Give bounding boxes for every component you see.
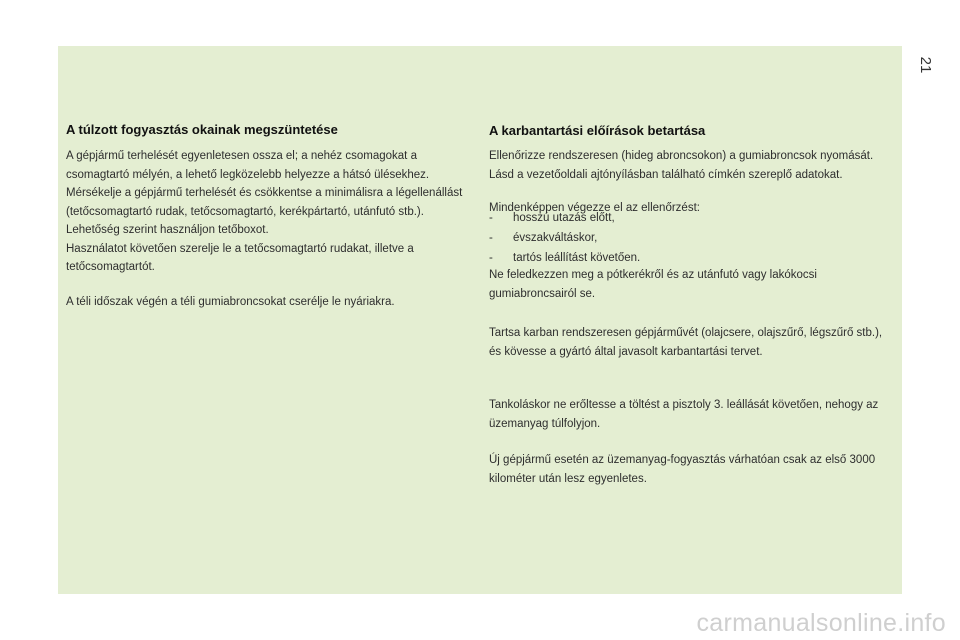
list-item: - tartós leállítást követően.: [489, 249, 894, 269]
right-section-title: A karbantartási előírások betartása: [489, 123, 706, 138]
left-paragraph-load: A gépjármű terhelését egyenletesen ossza el; a nehéz csomagokat a csomagtartó mélyén, a lehető legközelebb helyezze a hátsó ülésekhez. Mérsékelje a gépjármű terhelését és csökkentse a minimálisra a légellenállást (tetőcsomagtartó rudak, tetőcsomagtartó, kerékpártartó, utánfutó stb.). Lehetőség szerint használjon tetőboxot. Használatot követően szerelje le a tetőcsomagtartó rudakat, illetve a tetőcsomagtartót.: [66, 150, 463, 273]
right-paragraph-spare-wheel: Ne feledkezzen meg a pótkerékről és az utánfutó vagy lakókocsi gumiabroncsairól se.: [489, 269, 817, 300]
page-number: 21: [917, 56, 934, 74]
right-paragraph-tyre-pressure: Ellenőrizze rendszeresen (hideg abroncsokon) a gumiabroncsok nyomását. Lásd a vezetőoldali ajtónyílásban található címkén szereplő adatokat.: [489, 150, 874, 181]
right-paragraph-refuelling: Tankoláskor ne erőltesse a töltést a pisztoly 3. leállását követően, nehogy az üzemanyag túlfolyjon.: [489, 399, 879, 430]
right-check-intro: Mindenképpen végezze el az ellenőrzést:: [489, 202, 700, 214]
left-paragraph-tyres: A téli időszak végén a téli gumiabroncsokat cserélje le nyáriakra.: [66, 296, 395, 308]
watermark: carmanualsonline.info: [696, 609, 946, 637]
right-paragraph-maintenance: Tartsa karban rendszeresen gépjárművét (olajcsere, olajszűrő, légszűrő stb.), és kövesse a gyártó által javasolt karbantartási tervet.: [489, 327, 883, 358]
check-list: [489, 209, 894, 269]
left-section-title: A túlzott fogyasztás okainak megszüntetése: [66, 122, 338, 137]
list-item: - hosszú utazás előtt,: [489, 209, 894, 229]
right-paragraph-new-vehicle: Új gépjármű esetén az üzemanyag-fogyasztás várhatóan csak az első 3000 kilométer után lesz egyenletes.: [489, 454, 876, 485]
list-item: - évszakváltáskor,: [489, 229, 894, 249]
